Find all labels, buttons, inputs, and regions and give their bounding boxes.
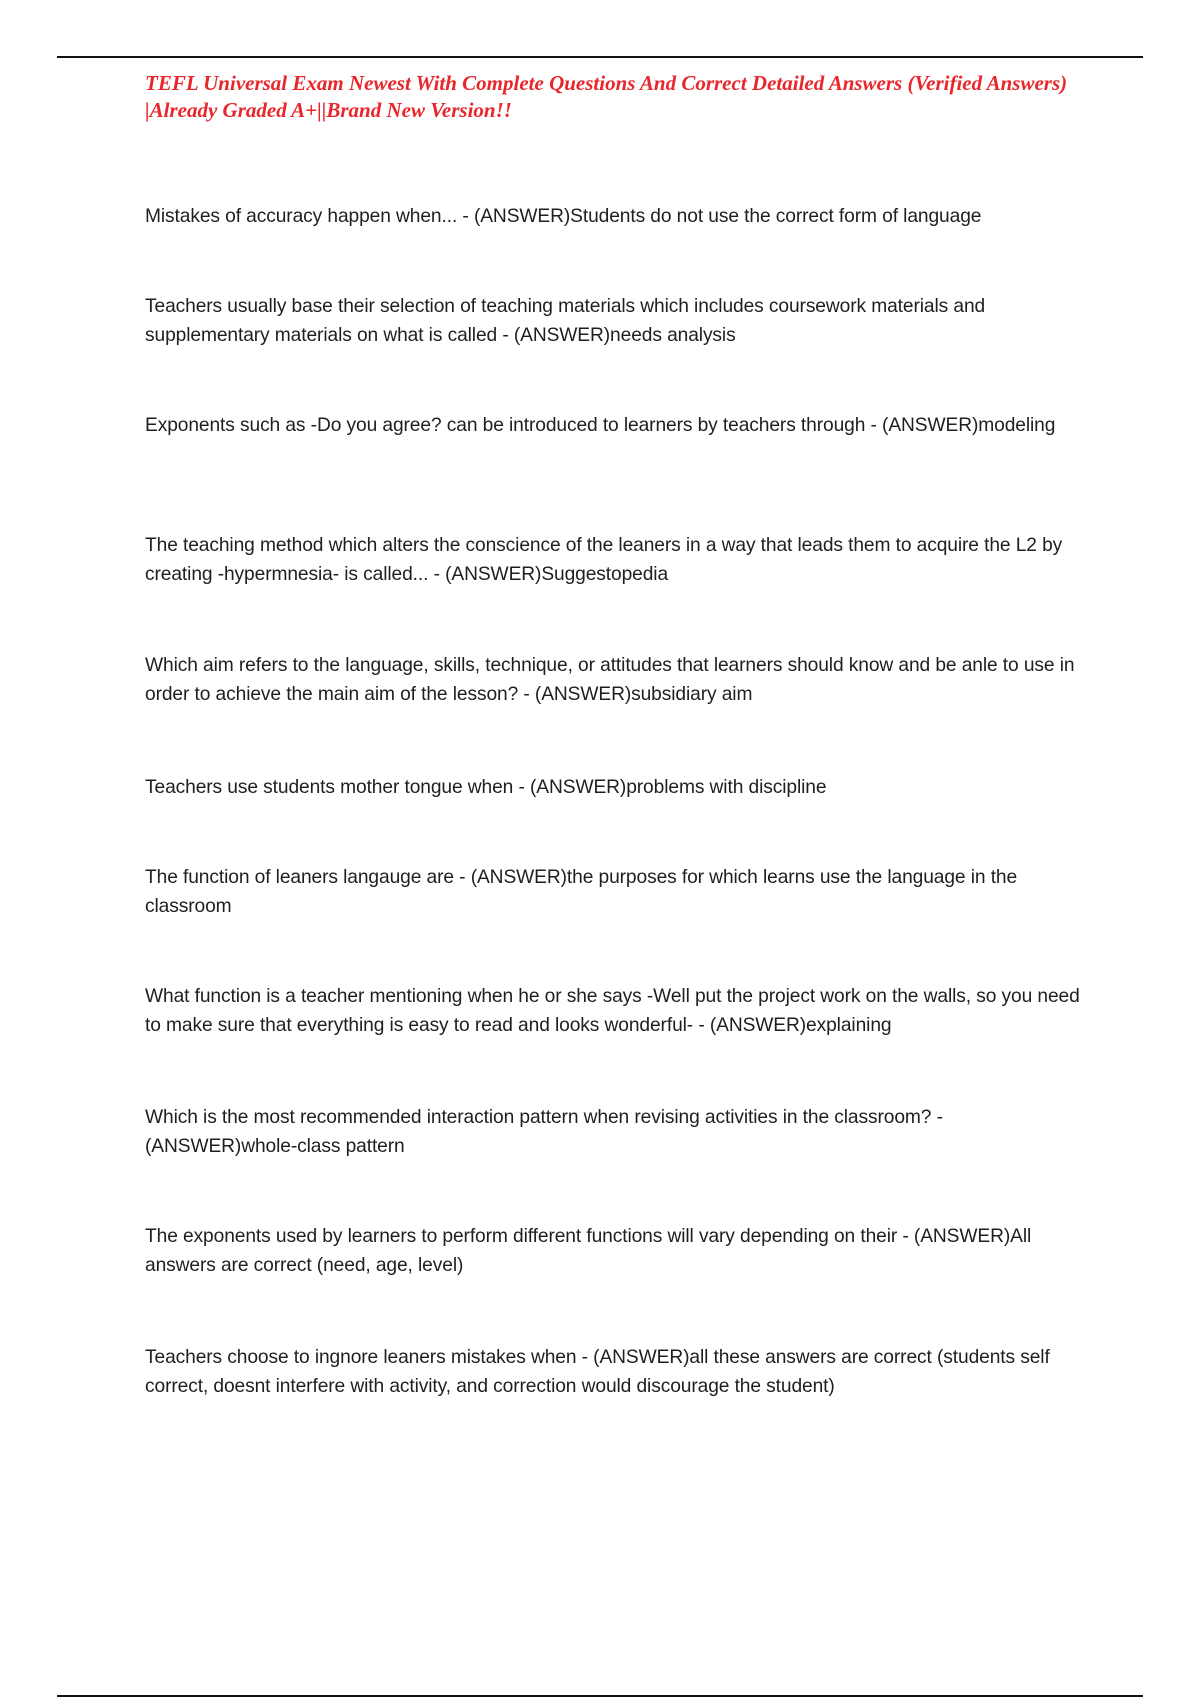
qa-item: What function is a teacher mentioning when he or she says -Well put the project work on the walls, so you need to make sure that everything is easy to read and looks wonderful- - (ANSWER)explaining bbox=[145, 986, 1080, 1036]
document-title: TEFL Universal Exam Newest With Complete Questions And Correct Detailed Answers (Verified Answers) |Already Graded A+||Brand New Version!! bbox=[145, 71, 1068, 122]
qa-item: Mistakes of accuracy happen when... - (ANSWER)Students do not use the correct form of language bbox=[145, 206, 982, 227]
qa-item: The exponents used by learners to perform different functions will vary depending on their - (ANSWER)All answers are correct (need, age, level) bbox=[145, 1226, 1032, 1276]
qa-item: Teachers usually base their selection of teaching materials which includes coursework materials and supplementary materials on what is called - (ANSWER)needs analysis bbox=[145, 296, 986, 346]
qa-item: The function of leaners langauge are - (ANSWER)the purposes for which learns use the language in the classroom bbox=[145, 867, 1018, 917]
bottom-rule bbox=[57, 1695, 1143, 1697]
qa-item: Teachers choose to ingnore leaners mistakes when - (ANSWER)all these answers are correct (students self correct, doesnt interfere with activity, and correction would discourage the student) bbox=[145, 1347, 1050, 1397]
qa-item: Which is the most recommended interaction pattern when revising activities in the classroom? - (ANSWER)whole-class pattern bbox=[145, 1107, 943, 1157]
top-rule bbox=[57, 56, 1143, 58]
qa-item: Which aim refers to the language, skills, technique, or attitudes that learners should know and be anle to use in order to achieve the main aim of the lesson? - (ANSWER)subsidiary aim bbox=[145, 655, 1075, 705]
qa-item: Exponents such as -Do you agree? can be introduced to learners by teachers through - (ANSWER)modeling bbox=[145, 415, 1056, 436]
qa-item: The teaching method which alters the conscience of the leaners in a way that leads them to acquire the L2 by creating -hypermnesia- is called... - (ANSWER)Suggestopedia bbox=[145, 535, 1063, 585]
qa-item: Teachers use students mother tongue when - (ANSWER)problems with discipline bbox=[145, 777, 827, 798]
